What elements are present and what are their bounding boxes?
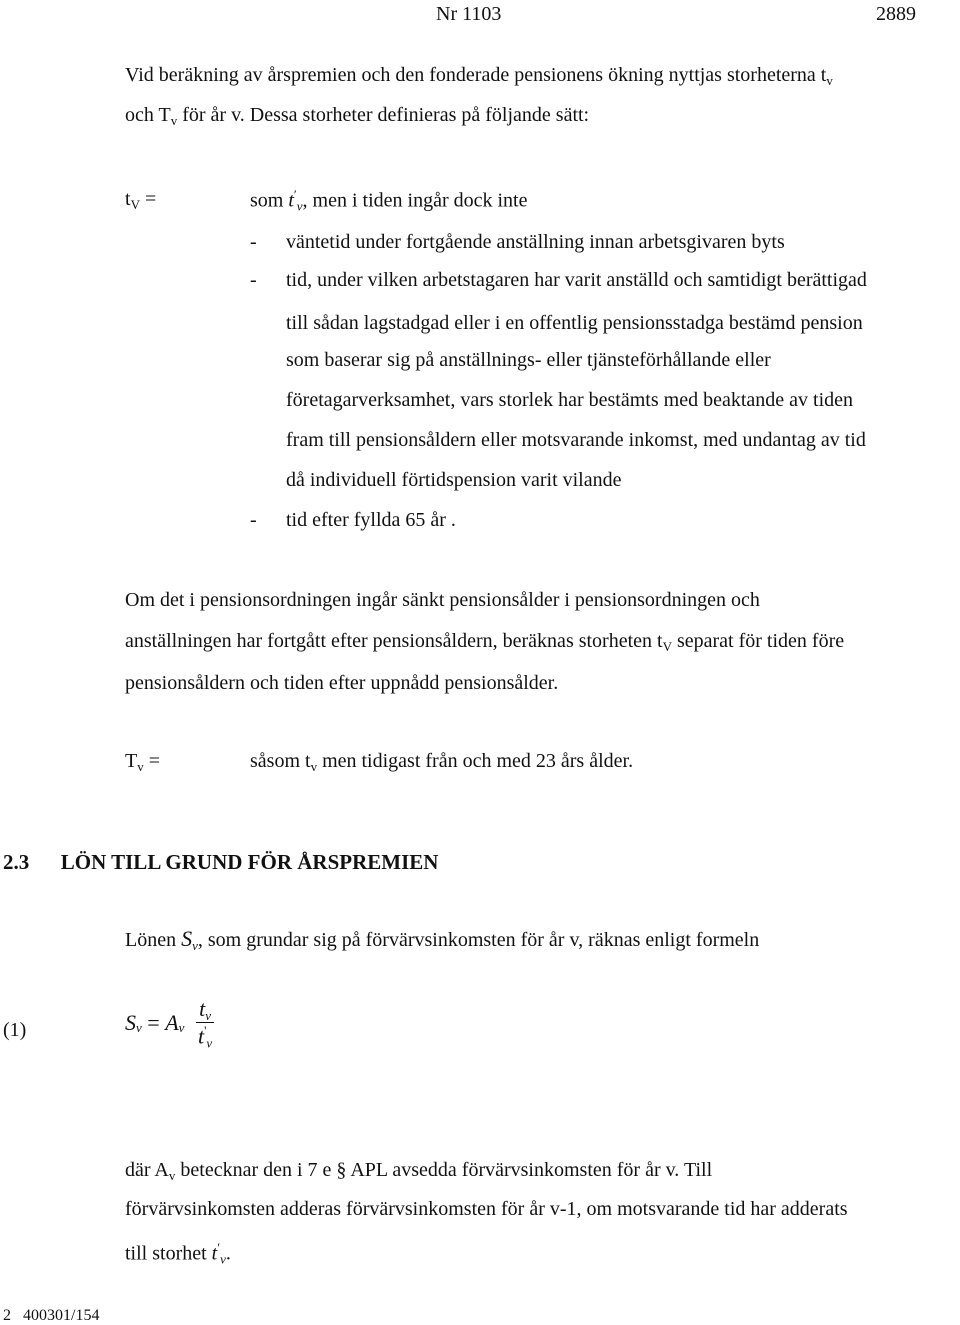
subscript: v — [206, 1035, 213, 1051]
lonen-text: Lönen — [125, 929, 182, 951]
paragraph-text: separat för tiden före — [671, 630, 845, 652]
bullet-dash: - — [250, 231, 257, 253]
final-text: till storhet — [125, 1242, 212, 1265]
math-variable: t — [211, 1242, 218, 1265]
subscript: V — [130, 197, 140, 212]
page-number: 2889 — [876, 3, 916, 25]
final-text: betecknar den i 7 e § APL avsedda förvärvsinkomsten för år v. Till — [175, 1159, 713, 1181]
bullet-item-2-line-6: då individuell förtidspension varit vilande — [286, 469, 622, 491]
subscript: V — [662, 639, 672, 654]
formula-equals: = — [141, 1009, 166, 1035]
lonen-line — [125, 926, 759, 952]
bullet-item-2-line-1: tid, under vilken arbetstagaren har varit anställd och samtidigt berättigad — [286, 269, 867, 291]
bullet-item-3: tid efter fyllda 65 år . — [286, 509, 456, 531]
formula-fraction — [196, 996, 214, 1050]
bullet-item-2-line-3: som baserar sig på anställnings- eller tjänsteförhållande eller — [286, 349, 771, 371]
definition-lead — [250, 187, 527, 213]
equals-sign: = — [143, 750, 160, 772]
formula — [125, 996, 214, 1050]
equals-sign: = — [139, 188, 157, 210]
definition-label-tv — [125, 187, 156, 211]
document-number: Nr 1103 — [436, 3, 502, 25]
intro-text: för år v. Dessa storheter definieras på följande sätt: — [177, 104, 590, 126]
bullet-dash: - — [250, 269, 257, 291]
final-line-3 — [125, 1240, 231, 1266]
lead-text: som — [250, 189, 289, 212]
subscript: v — [170, 113, 178, 128]
intro-text: Vid beräkning av årspremien och den fonderade pensionens ökning nyttjas storheterna t — [125, 64, 827, 86]
intro-line-1 — [125, 63, 833, 87]
subscript: v — [220, 1251, 226, 1267]
subscript: v — [168, 1168, 176, 1183]
prime-mark: ′ — [293, 187, 297, 202]
definition-text: men tidigast från och med 23 års ålder. — [317, 750, 634, 772]
subscript: v — [826, 73, 833, 88]
prime-mark: ′ — [217, 1240, 221, 1255]
subscript: v — [136, 1020, 142, 1036]
bullet-item-2-line-5: fram till pensionsåldern eller motsvarande inkomst, med undantag av tid — [286, 429, 866, 451]
paragraph-line-2 — [125, 629, 844, 653]
bullet-item-2-line-4: företagarverksamhet, vars storlek har bestämts med beaktande av tiden — [286, 389, 854, 411]
bullet-item-1: väntetid under fortgående anställning innan arbetsgivaren byts — [286, 231, 785, 253]
denominator-variable: t — [197, 1023, 205, 1049]
label-symbol: T — [125, 750, 138, 772]
math-variable: S — [181, 926, 193, 951]
bullet-dash: - — [250, 509, 257, 531]
final-text: . — [225, 1242, 231, 1265]
subscript: v — [310, 759, 318, 774]
footer-reference: 2 400301/154 — [3, 1307, 100, 1324]
section-heading: 2.3 LÖN TILL GRUND FÖR ÅRSPREMIEN — [3, 850, 439, 874]
fraction-denominator — [196, 1022, 214, 1050]
subscript: v — [178, 1020, 185, 1036]
subscript: v — [296, 198, 303, 214]
label-symbol: t — [125, 188, 131, 210]
intro-line-2 — [125, 103, 589, 127]
final-line-2: förvärvsinkomsten adderas förvärvsinkomsten för år v-1, om motsvarande tid har adderats — [125, 1198, 848, 1220]
prime-mark: ' — [204, 1023, 207, 1039]
definition-label-Tv — [125, 749, 160, 773]
numerator-variable: t — [199, 996, 206, 1021]
definition-Tv-text — [250, 749, 633, 773]
intro-text: och T — [125, 104, 171, 126]
lead-text: , men i tiden ingår dock inte — [302, 189, 528, 212]
math-variable: t — [288, 189, 294, 212]
subscript: v — [137, 759, 144, 774]
subscript: v — [192, 938, 198, 953]
formula-number: (1) — [3, 1019, 27, 1041]
formula-lhs: S — [125, 1009, 136, 1035]
subscript: v — [205, 1008, 212, 1023]
paragraph-text: anställningen har fortgått efter pensionsåldern, beräknas storheten t — [125, 630, 663, 652]
bullet-item-2-line-2: till sådan lagstadgad eller i en offentlig pensionsstadga bestämd pension — [286, 312, 863, 334]
paragraph-line-1: Om det i pensionsordningen ingår sänkt pensionsålder i pensionsordningen och — [125, 589, 760, 611]
final-text: där A — [125, 1159, 169, 1181]
formula-coefficient: A — [165, 1009, 179, 1035]
paragraph-line-3: pensionsåldern och tiden efter uppnådd pensionsålder. — [125, 672, 559, 694]
definition-text: såsom t — [250, 750, 311, 772]
fraction-numerator — [196, 996, 214, 1022]
lonen-text: , som grundar sig på förvärvsinkomsten för år v, räknas enligt formeln — [197, 929, 760, 951]
final-line-1 — [125, 1158, 712, 1182]
